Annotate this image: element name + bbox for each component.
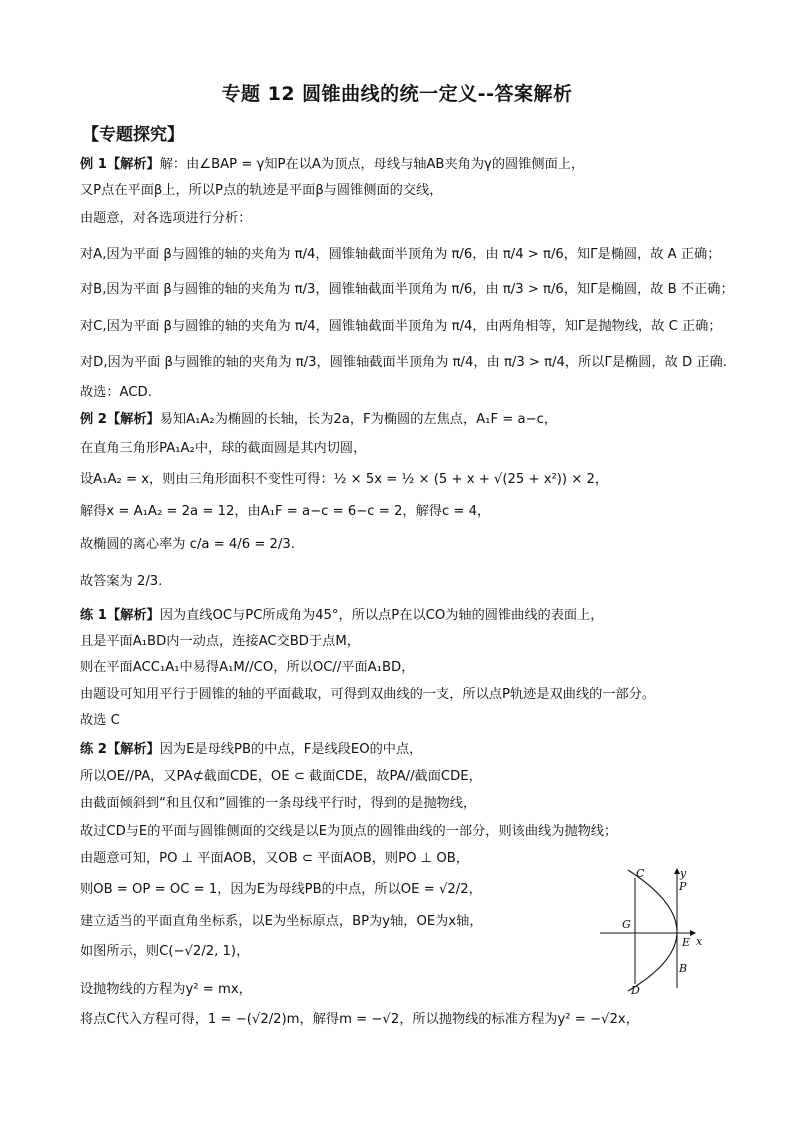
line-text: 在直角三角形PA₁A₂中，球的截面圆是其内切圆， <box>80 441 367 456</box>
text-line <box>80 384 152 402</box>
line-text: 由截面倾斜到“和且仅和”圆锥的一条母线平行时，得到的是抛物线， <box>80 796 477 811</box>
line-text: 对B,因为平面 β与圆锥的轴的夹角为 π/3，圆锥轴截面半顶角为 π/6，由 π/3 > π/6，知Γ是椭圆，故 B 不正确； <box>80 282 734 297</box>
line-text: 因为E是母线PB的中点，F是线段EO的中点， <box>159 742 423 757</box>
text-line <box>80 503 490 521</box>
line-text: 由题意，对各选项进行分析： <box>80 211 252 226</box>
text-line <box>80 281 734 299</box>
text-line <box>80 712 120 730</box>
text-line <box>80 768 482 786</box>
label-x: x <box>696 935 703 948</box>
line-text: 则在平面ACC₁A₁中易得A₁M//CO，所以OC//平面A₁BD， <box>80 660 415 675</box>
label-p: P <box>679 880 687 893</box>
line-text: 建立适当的平面直角坐标系，以E为坐标原点，BP为y轴，OE为x轴， <box>80 914 483 929</box>
line-text: 由题意可知，PO ⊥ 平面AOB，又OB ⊂ 平面AOB，则PO ⊥ OB， <box>80 851 469 866</box>
example-label: 练 2【解析】 <box>80 742 160 757</box>
line-text: 且是平面A₁BD内一动点，连接AC交BD于点M， <box>80 634 360 649</box>
text-line <box>80 881 482 899</box>
label-b: B <box>679 962 688 975</box>
label-y: y <box>680 867 687 880</box>
line-text: 所以OE//PA，又PA⊄截面CDE，OE ⊂ 截面CDE，故PA//截面CDE， <box>80 769 482 784</box>
line-text: 易知A₁A₂为椭圆的长轴，长为2a，F为椭圆的左焦点，A₁F = a−c， <box>159 412 558 427</box>
text-line <box>80 156 584 174</box>
text-line <box>80 471 608 489</box>
text-line <box>80 943 249 961</box>
text-line <box>80 850 469 868</box>
line-text: 如图所示，则C(−√2/2, 1)， <box>80 944 250 959</box>
section-heading: 【专题探究】 <box>82 125 184 145</box>
text-line <box>80 318 722 336</box>
line-text: 对C,因为平面 β与圆锥的轴的夹角为 π/4，圆锥轴截面半顶角为 π/4，由两角相等，知Γ是抛物线，故 C 正确； <box>80 319 722 334</box>
label-c: C <box>636 867 645 880</box>
example-label: 例 2【解析】 <box>80 412 160 427</box>
text-line <box>80 607 603 625</box>
text-line <box>80 686 655 704</box>
line-text: 将点C代入方程可得，1 = −(√2/2)m，解得m = −√2，所以抛物线的标准方程为y² = −√2x， <box>80 1012 639 1027</box>
line-text: 故选 C <box>80 713 120 728</box>
text-line <box>80 795 476 813</box>
text-line <box>80 1011 639 1029</box>
line-text: 又P点在平面β上，所以P点的轨迹是平面β与圆锥侧面的交线， <box>80 183 443 198</box>
text-line <box>80 210 251 228</box>
text-line <box>80 659 414 677</box>
text-line <box>80 411 557 429</box>
line-text: 因为直线OC与PC所成角为45°，所以点P在以CO为轴的圆锥曲线的表面上， <box>159 608 604 623</box>
text-line <box>80 354 727 372</box>
text-line <box>80 536 295 554</box>
parabola-figure <box>598 866 708 994</box>
line-text: 对D,因为平面 β与圆锥的轴的夹角为 π/3，圆锥轴截面半顶角为 π/4，由 π/3 > π/4，所以Γ是椭圆，故 D 正确. <box>80 355 727 370</box>
line-text: 故椭圆的离心率为 c/a = 4/6 = 2/3. <box>80 537 295 552</box>
text-line <box>80 741 422 759</box>
line-text: 解得x = A₁A₂ = 2a = 12，由A₁F = a−c = 6−c = 2，解得c = 4， <box>80 504 491 519</box>
line-text: 解：由∠BAP = γ知P在以A为顶点，母线与轴AB夹角为γ的圆锥侧面上， <box>159 157 585 172</box>
text-line <box>80 246 720 264</box>
line-text: 设A₁A₂ = x，则由三角形面积不变性可得：½ × 5x = ½ × (5 + x + √(25 + x²)) × 2， <box>80 472 609 487</box>
text-line <box>80 913 483 931</box>
text-line <box>80 633 360 651</box>
text-line <box>80 573 162 591</box>
text-line <box>80 182 442 200</box>
line-text: 故过CD与E的平面与圆锥侧面的交线是以E为顶点的圆锥曲线的一部分，则该曲线为抛物线； <box>80 824 618 839</box>
line-text: 故选：ACD. <box>80 385 152 400</box>
example-label: 练 1【解析】 <box>80 608 160 623</box>
line-text: 由题设可知用平行于圆锥的轴的平面截取，可得到双曲线的一支，所以点P轨迹是双曲线的一部分。 <box>80 687 656 702</box>
label-g: G <box>622 918 631 931</box>
line-text: 故答案为 2/3. <box>80 574 163 589</box>
text-line <box>80 981 252 999</box>
line-text: 则OB = OP = OC = 1，因为E为母线PB的中点，所以OE = √2/2， <box>80 882 482 897</box>
page-title: 专题 12 圆锥曲线的统一定义--答案解析 <box>221 83 573 105</box>
example-label: 例 1【解析】 <box>80 157 160 172</box>
line-text: 对A,因为平面 β与圆锥的轴的夹角为 π/4，圆锥轴截面半顶角为 π/6，由 π/4 > π/6，知Γ是椭圆，故 A 正确； <box>80 247 721 262</box>
text-line <box>80 823 617 841</box>
line-text: 设抛物线的方程为y² = mx， <box>80 982 252 997</box>
text-line <box>80 440 366 458</box>
label-e: E <box>682 936 691 949</box>
label-d: D <box>631 984 640 994</box>
